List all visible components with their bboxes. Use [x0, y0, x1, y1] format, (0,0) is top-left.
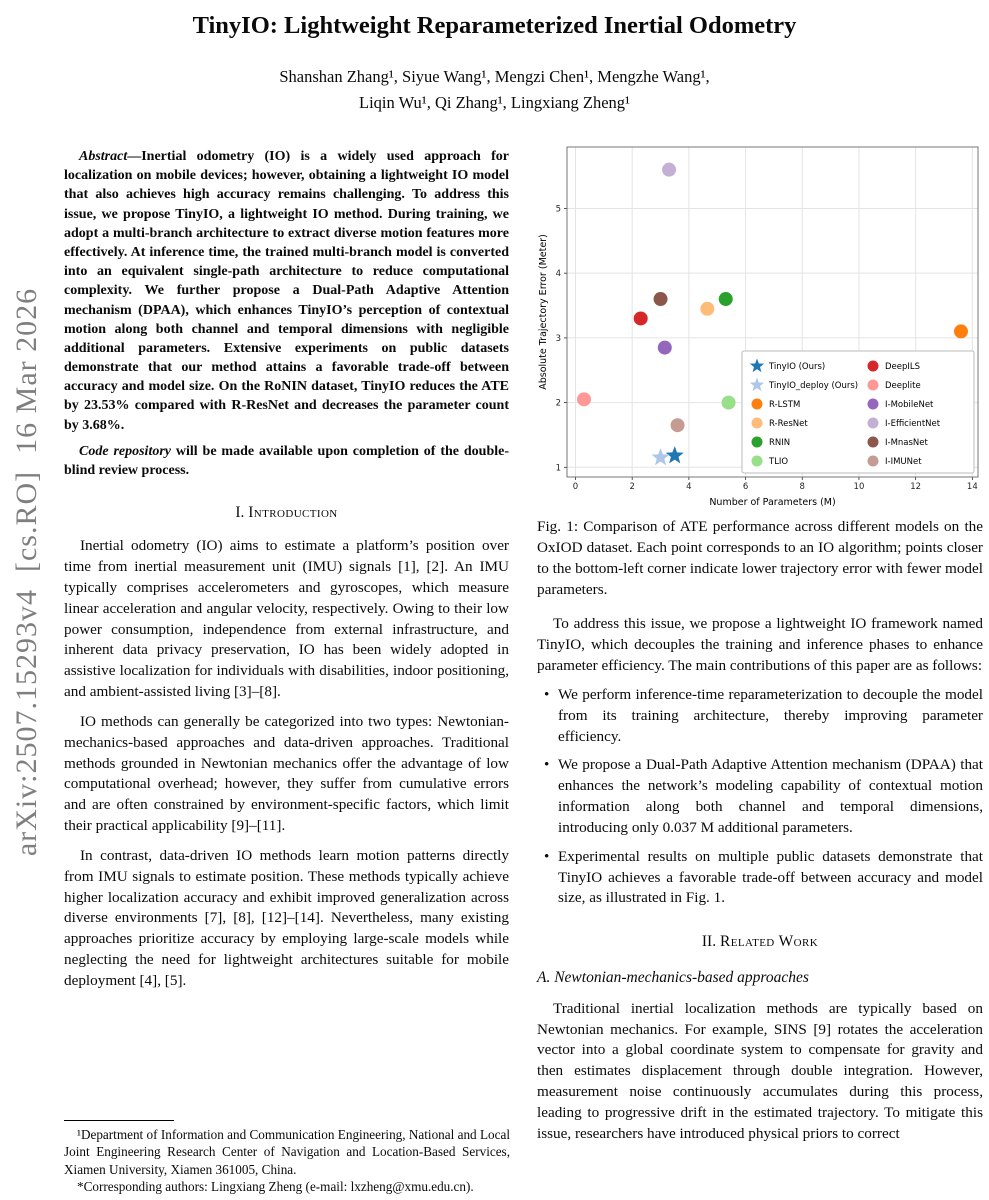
svg-text:2: 2: [629, 482, 635, 493]
authors-line-2: Liqin Wu¹, Qi Zhang¹, Lingxiang Zheng¹: [359, 92, 630, 112]
svg-text:8: 8: [799, 482, 805, 493]
intro-paragraph-2: IO methods can generally be categorized into two types: Newtonian-mechanics-based approaches and data-driven approaches. Traditional methods grounded in Newtonian mechanics offer the advantage of low computational overhead; however, they suffer from cumulative errors and are often constrained by environment-specific factors, which limit their practical applicability [9]–[11].: [64, 712, 509, 835]
subsection-heading-newtonian: A. Newtonian-mechanics-based approaches: [537, 969, 809, 987]
svg-text:DeepILS: DeepILS: [885, 362, 921, 373]
svg-text:1: 1: [555, 463, 561, 474]
svg-text:I-MnasNet: I-MnasNet: [885, 438, 928, 449]
abstract-paragraph: [64, 147, 509, 435]
svg-text:TinyIO (Ours): TinyIO (Ours): [769, 362, 826, 373]
svg-text:I-IMUNet: I-IMUNet: [885, 457, 922, 468]
svg-text:12: 12: [910, 482, 922, 493]
authors-line-1: Shanshan Zhang¹, Siyue Wang¹, Mengzi Chen¹, Mengzhe Wang¹,: [279, 67, 710, 86]
section-title: Introduction: [248, 504, 338, 522]
svg-text:TinyIO_deploy (Ours): TinyIO_deploy (Ours): [769, 381, 859, 392]
left-column: [64, 147, 509, 1089]
section-heading-related-work: [537, 931, 983, 952]
contribution-item-3: • Experimental results on multiple public datasets demonstrate that TinyIO achieves a favorable trade-off between accuracy and model size, as illustrated in Fig. 1.: [537, 847, 983, 909]
footnote: [64, 1116, 510, 1196]
abstract-label: Abstract: [79, 149, 128, 165]
code-repository-label: Code repository: [79, 443, 171, 459]
code-availability-text: will be made available upon completion of the double-blind review process.: [64, 443, 509, 478]
svg-text:I-MobileNet: I-MobileNet: [885, 400, 934, 411]
figure-1-chart: [537, 141, 983, 509]
intro-paragraph-3: In contrast, data-driven IO methods learn motion patterns directly from IMU signals to estimate position. These methods typically achieve higher localization accuracy and exhibit improved generalization across diverse environments [7], [8], [12]–[14]. Nevertheless, many existing approaches prioritize accuracy by employing large-scale models while neglecting the need for lightweight architectures suitable for mobile deployment [4], [5].: [64, 846, 509, 989]
svg-text:5: 5: [555, 204, 561, 215]
svg-text:RNIN: RNIN: [769, 438, 791, 449]
related-work-paragraph-1: Traditional inertial localization methods are typically based on Newtonian mechanics. For example, SINS [9] rotates the acceleration vector into a global coordinate system to compensate for gravity and then estimates displacement through double integration. However, measurement noise continuously accumulates during this process, leading to progressive drift in the estimated trajectory. To mitigate this issue, researchers have introduced physical priors to correct: [537, 999, 983, 1142]
y-axis-label: Absolute Trajectory Error (Meter): [538, 234, 549, 390]
figure-1-caption: Fig. 1: Comparison of ATE performance across different models on the OxIOD dataset. Each point corresponds to an IO algorithm; points closer to the bottom-left corner indicate lower trajectory error with fewer model parameters.: [537, 518, 983, 598]
svg-text:R-ResNet: R-ResNet: [769, 419, 808, 430]
contribution-item-1: • We perform inference-time reparameterization to decouple the model from its training architecture, thereby improving parameter efficiency.: [537, 685, 983, 747]
chart-legend: [742, 351, 974, 473]
arxiv-watermark: arXiv:2507.15293v4 [cs.RO] 16 Mar 2026: [10, 287, 43, 857]
intro-paragraph-1: Inertial odometry (IO) aims to estimate a platform’s position over time from inertial measurement unit (IMU) signals [1], [2]. An IMU typically comprises accelerometers and gyroscopes, which measure linear acceleration and angular velocity, respectively. Owing to their low power consumption, independence from external infrastructure, and inherent data privacy preservation, IO has been widely adopted in assistive localization for individuals with disabilities, indoor positioning, and ambient-assisted living [3]–[8].: [64, 537, 509, 701]
svg-text:10: 10: [853, 482, 865, 493]
footnote-rule: [64, 1120, 174, 1121]
svg-text:2: 2: [555, 398, 561, 409]
svg-text:R-LSTM: R-LSTM: [769, 400, 801, 411]
two-column-body: [0, 147, 989, 1153]
footnote-corresponding: *Corresponding authors: Lingxiang Zheng (e-mail: lxzheng@xmu.edu.cn).: [77, 1179, 474, 1195]
section-title: Related Work: [719, 933, 819, 951]
contributions-paragraph: To address this issue, we propose a lightweight IO framework named TinyIO, which decouples the training and inference phases to enhance parameter efficiency. The main contributions of this paper are as follows:: [537, 615, 983, 675]
svg-text:0: 0: [572, 482, 579, 493]
svg-text:4: 4: [686, 482, 692, 493]
y-axis: [538, 205, 567, 474]
paper-title: TinyIO: Lightweight Reparameterized Inertial Odometry: [192, 12, 797, 39]
author-block: [0, 64, 989, 115]
abstract-text: —Inertial odometry (IO) is a widely used approach for localization on mobile devices; however, obtaining a lightweight IO model that also achieves high accuracy remains challenging. To address this issue, we propose TinyIO, a lightweight IO method. During training, we adopt a multi-branch architecture to extract diverse motion features more effectively. At inference time, the trained multi-branch model is converted into an equivalent single-path architecture to reduce computational complexity. We further propose a Dual-Path Adaptive Attention mechanism (DPAA), which enhances TinyIO’s perception of contextual motion along both channel and temporal dimensions with negligible additional parameters. Extensive experiments on public datasets demonstrate that our method attains a favorable trade-off between accuracy and model size. On the RoNIN dataset, TinyIO reduces the ATE by 23.53% compared with R-ResNet and decreases the parameter count by 3.68%.: [64, 149, 509, 433]
svg-text:I-EfficientNet: I-EfficientNet: [885, 419, 941, 430]
svg-text:3: 3: [555, 334, 561, 345]
footnote-affiliation: ¹Department of Information and Communication Engineering, National and Local Joint Engineering Research Center of Navigation and Location-Based Services, Xiamen University, Xiamen 361005, China.: [64, 1126, 510, 1177]
svg-text:6: 6: [742, 482, 749, 493]
contributions-list: [537, 685, 983, 909]
code-availability-paragraph: [64, 442, 509, 480]
svg-text:Deeplite: Deeplite: [885, 381, 921, 392]
figure-1: [537, 141, 983, 509]
right-column: [537, 147, 983, 1153]
x-axis-label: Number of Parameters (M): [709, 497, 836, 509]
svg-text:TLIO: TLIO: [769, 457, 789, 468]
contribution-item-2: • We propose a Dual-Path Adaptive Attention mechanism (DPAA) that enhances the network’s modeling capability of contextual motion information along both channel and temporal dimensions, introducing only 0.037 M additional parameters.: [537, 755, 983, 838]
section-heading-introduction: [64, 502, 509, 523]
section-number: I.: [235, 504, 245, 522]
x-axis: [573, 477, 978, 508]
svg-text:4: 4: [555, 269, 561, 280]
section-number: II.: [701, 933, 717, 951]
svg-text:14: 14: [966, 482, 978, 493]
